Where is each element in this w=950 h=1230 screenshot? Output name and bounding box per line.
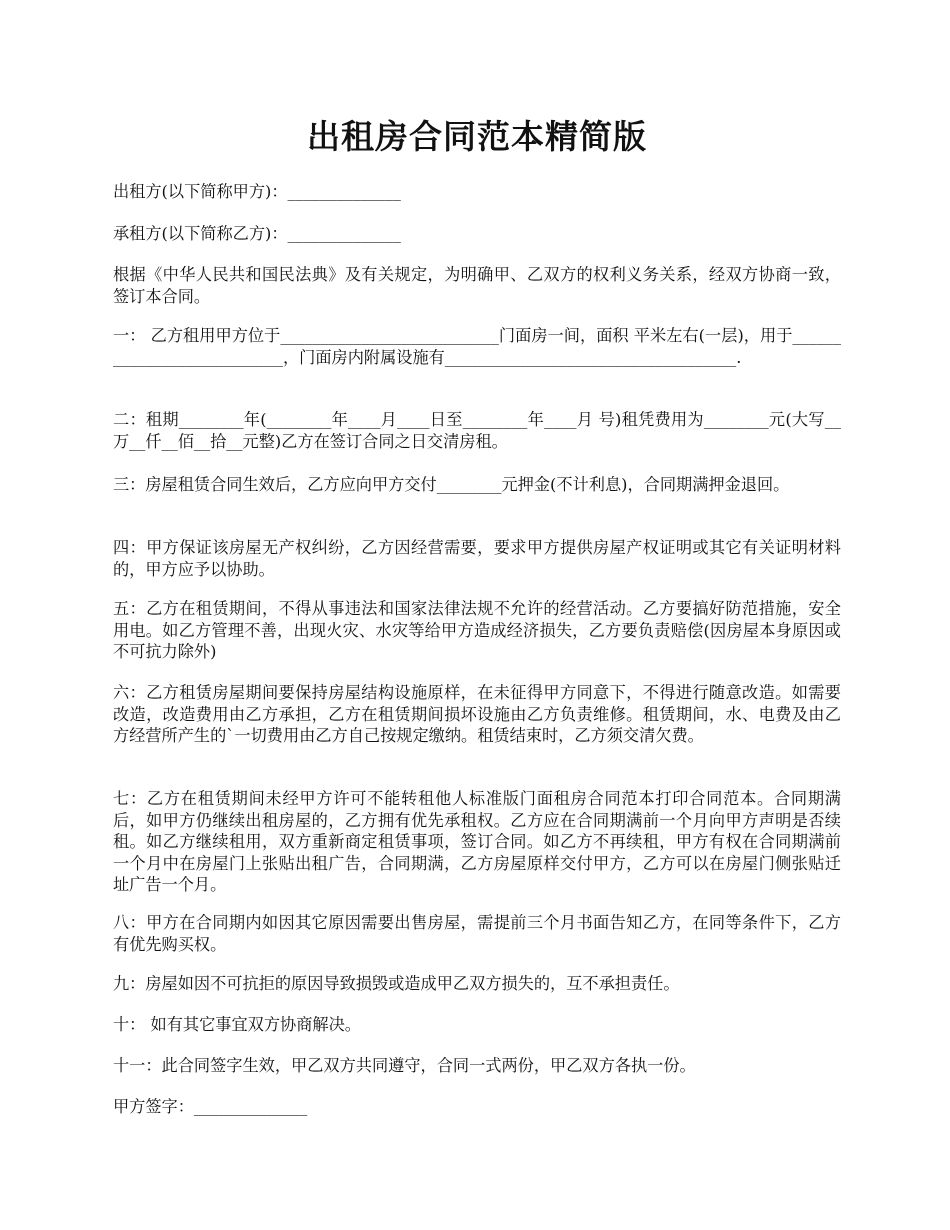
clause-5: 五：乙方在租赁期间，不得从事违法和国家法律法规不允许的经营活动。乙方要搞好防范措施，安全用电。如乙方管理不善，出现火灾、水灾等给甲方造成经济损失，乙方要负责赔偿(因房屋本身原因或不可抗力除外) <box>113 599 841 661</box>
clause-7: 七：乙方在租赁期间未经甲方许可不能转租他人标准版门面租房合同范本打印合同范本。合同期满后，如甲方仍继续出租房屋的，乙方拥有优先承租权。乙方应在合同期满前一个月向甲方声明是否续租。如乙方继续租用，双方重新商定租赁事项，签订合同。如乙方不再续租，甲方有权在合同期满前一个月中在房屋门上张贴出租广告，合同期满，乙方房屋原样交付甲方，乙方可以在房屋门侧张贴迁址广告一个月。 <box>113 789 841 894</box>
intro-paragraph: 根据《中华人民共和国民法典》及有关规定，为明确甲、乙双方的权利义务关系，经双方协商一致，签订本合同。 <box>113 265 841 306</box>
clause-2: 二：租期________年(________年____月____日至________年____月 号)租凭费用为________元(大写__万__仟__佰__拾__元整)乙方在签订合同之日交清房租。 <box>113 410 841 451</box>
signature-line: 甲方签字：______________ <box>113 1097 308 1116</box>
clause-3: 三：房屋租赁合同生效后，乙方应向甲方交付________元押金(不计利息)，合同期满押金退回。 <box>113 475 790 494</box>
clause-9: 九：房屋如因不可抗拒的原因导致损毁或造成甲乙双方损失的，互不承担责任。 <box>113 974 680 993</box>
clause-4: 四：甲方保证该房屋无产权纠纷，乙方因经营需要，要求甲方提供房屋产权证明或其它有关证明材料的，甲方应予以协助。 <box>113 538 841 579</box>
clause-6: 六：乙方租赁房屋期间要保持房屋结构设施原样，在未征得甲方同意下，不得进行随意改造。如需要改造，改造费用由乙方承担，乙方在租赁期间损坏设施由乙方负责维修。租赁期间，水、电费及由乙方经营所产生的`一切费用由乙方自己按规定缴纳。租赁结束时，乙方须交清欠费。 <box>113 683 841 745</box>
clause-1: 一： 乙方租用甲方位于___________________________门面房一间，面积 平米左右(一层)，用于___________________________，门面房内附属设施有____________________________________. <box>113 326 841 367</box>
lessee-line: 承租方(以下简称乙方)：______________ <box>113 224 401 243</box>
lessor-line: 出租方(以下简称甲方)：______________ <box>113 182 401 201</box>
clause-10: 十： 如有其它事宜双方协商解决。 <box>113 1015 361 1034</box>
document-title: 出租房合同范本精简版 <box>307 117 647 156</box>
clause-11: 十一：此合同签字生效，甲乙双方共同遵守，合同一式两份，甲乙双方各执一份。 <box>113 1056 696 1075</box>
clause-8: 八：甲方在合同期内如因其它原因需要出售房屋，需提前三个月书面告知乙方，在同等条件下，乙方有优先购买权。 <box>113 913 841 954</box>
